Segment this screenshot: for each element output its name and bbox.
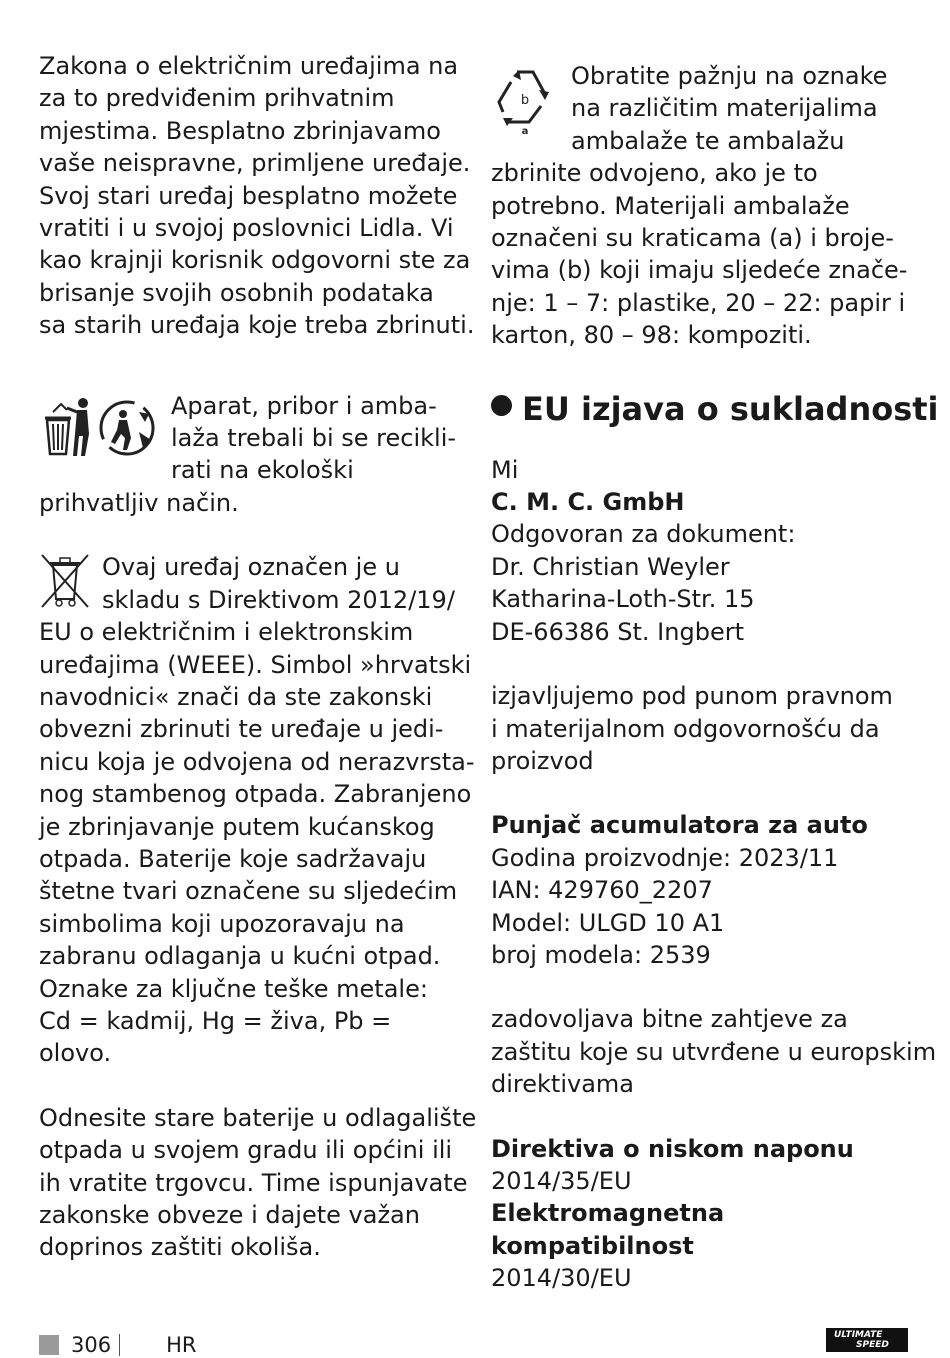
directive-low-voltage: Direktiva o niskom naponu xyxy=(491,1134,854,1163)
bullet-icon xyxy=(491,395,512,416)
product-info: Punjač acumulatora za auto Godina proizvodnje: 2023/11 IAN: 429760_2207 Model: ULGD 10 A1 broj modela: 2539 xyxy=(491,809,916,971)
right-column xyxy=(491,60,939,1295)
recycling-icons xyxy=(39,394,161,466)
declaration-statement: izjavljujemo pod punom pravnom i materijalnom odgovornošću da proizvod xyxy=(491,682,893,775)
directive-emc: Elektromagnetna xyxy=(491,1199,725,1228)
weee-paragraph: Ovaj uređaj označen je u skladu s Direktivom 2012/19/ EU o električnim i elektronskim uređajima (WEEE). Simbol »hrvatski navodnici« znači da ste zakonski obvezni zbrinuti te uređaje u jedi- nicu koja je odvojena od nerazvrsta- nog stambenog otpada. Zabranjeno je zbrinjavanje putem kućanskog otpada. Baterije koje sadržavaju štetne tvari označene su sljedećim simbolima koji upozoravaju na zabranu odlaganja u kućni otpad. Oznake za ključne teške metale: Cd = kadmij, Hg = živa, Pb = olovo. xyxy=(39,553,475,1068)
declaration-intro: Mi C. M. C. GmbH Odgovoran za dokument: Dr. Christian Weyler Katharina-Loth-Str. 15 DE-66386 St. Ingbert xyxy=(491,454,916,648)
page-number: 306 xyxy=(71,1333,112,1357)
page-footer xyxy=(39,1332,196,1358)
disposal-paragraph: Zakona o električnim uređajima na za to predviđenim prihvatnim mjestima. Besplatno zbrinjavamo vaše neispravne, primljene uređaje. Svoj stari uređaj besplatno možete vratiti i u svojoj poslovnici Lidla. Vi kao krajnji korisnik odgovorni ste za brisanje svojih osobnih podataka sa starih uređaja koje treba zbrinuti. xyxy=(39,52,475,340)
packaging-block xyxy=(491,60,916,352)
packaging-code-a: a xyxy=(521,126,529,136)
language-code: HR xyxy=(166,1333,197,1357)
left-column xyxy=(39,50,477,1264)
footer-marker xyxy=(39,1335,59,1355)
trash-bin-person-icon xyxy=(39,394,161,458)
packaging-code-b: b xyxy=(520,93,530,108)
company-name: C. M. C. GmbH xyxy=(491,488,685,517)
section-heading: EU izjava o sukladnosti xyxy=(491,390,916,428)
ultimate-speed-logo: ULTIMATE SPEED xyxy=(826,1328,908,1352)
weee-crossed-bin-icon xyxy=(39,553,91,617)
weee-block xyxy=(39,551,475,1070)
satisfies-statement: zadovoljava bitne zahtjeve za zaštitu koje su utvrđene u europskim direktivama xyxy=(491,1005,937,1099)
recycle-paragraph: Aparat, pribor i amba- laža trebali bi se recikli- rati na ekološki prihvatljiv način. xyxy=(39,391,457,517)
packaging-paragraph: Obratite pažnju na oznake na različitim materijalima ambalaže te ambalažu zbrinite odvojeno, ako je to potrebno. Materijali ambalaže označeni su kraticama (a) i broje- vima (b) koji imaju sljedeće znače- nje: 1 – 7: plastike, 20 – 22: papir i karton, 80 – 98: kompoziti. xyxy=(491,62,908,350)
recycle-block xyxy=(39,390,464,520)
batteries-paragraph: Odnesite stare baterije u odlagalište otpada u svojem gradu ili općini ili ih vratite trgovcu. Time ispunjavate zakonske obveze i dajete važan doprinos zaštiti okoliša. xyxy=(39,1103,477,1262)
product-name: Punjač acumulatora za auto xyxy=(491,811,868,840)
footer-divider xyxy=(119,1334,120,1356)
recycling-triangle-icon xyxy=(495,66,555,144)
directives-list: Direktiva o niskom naponu 2014/35/EU Elektromagnetna kompatibilnost 2014/30/EU xyxy=(491,1133,916,1295)
